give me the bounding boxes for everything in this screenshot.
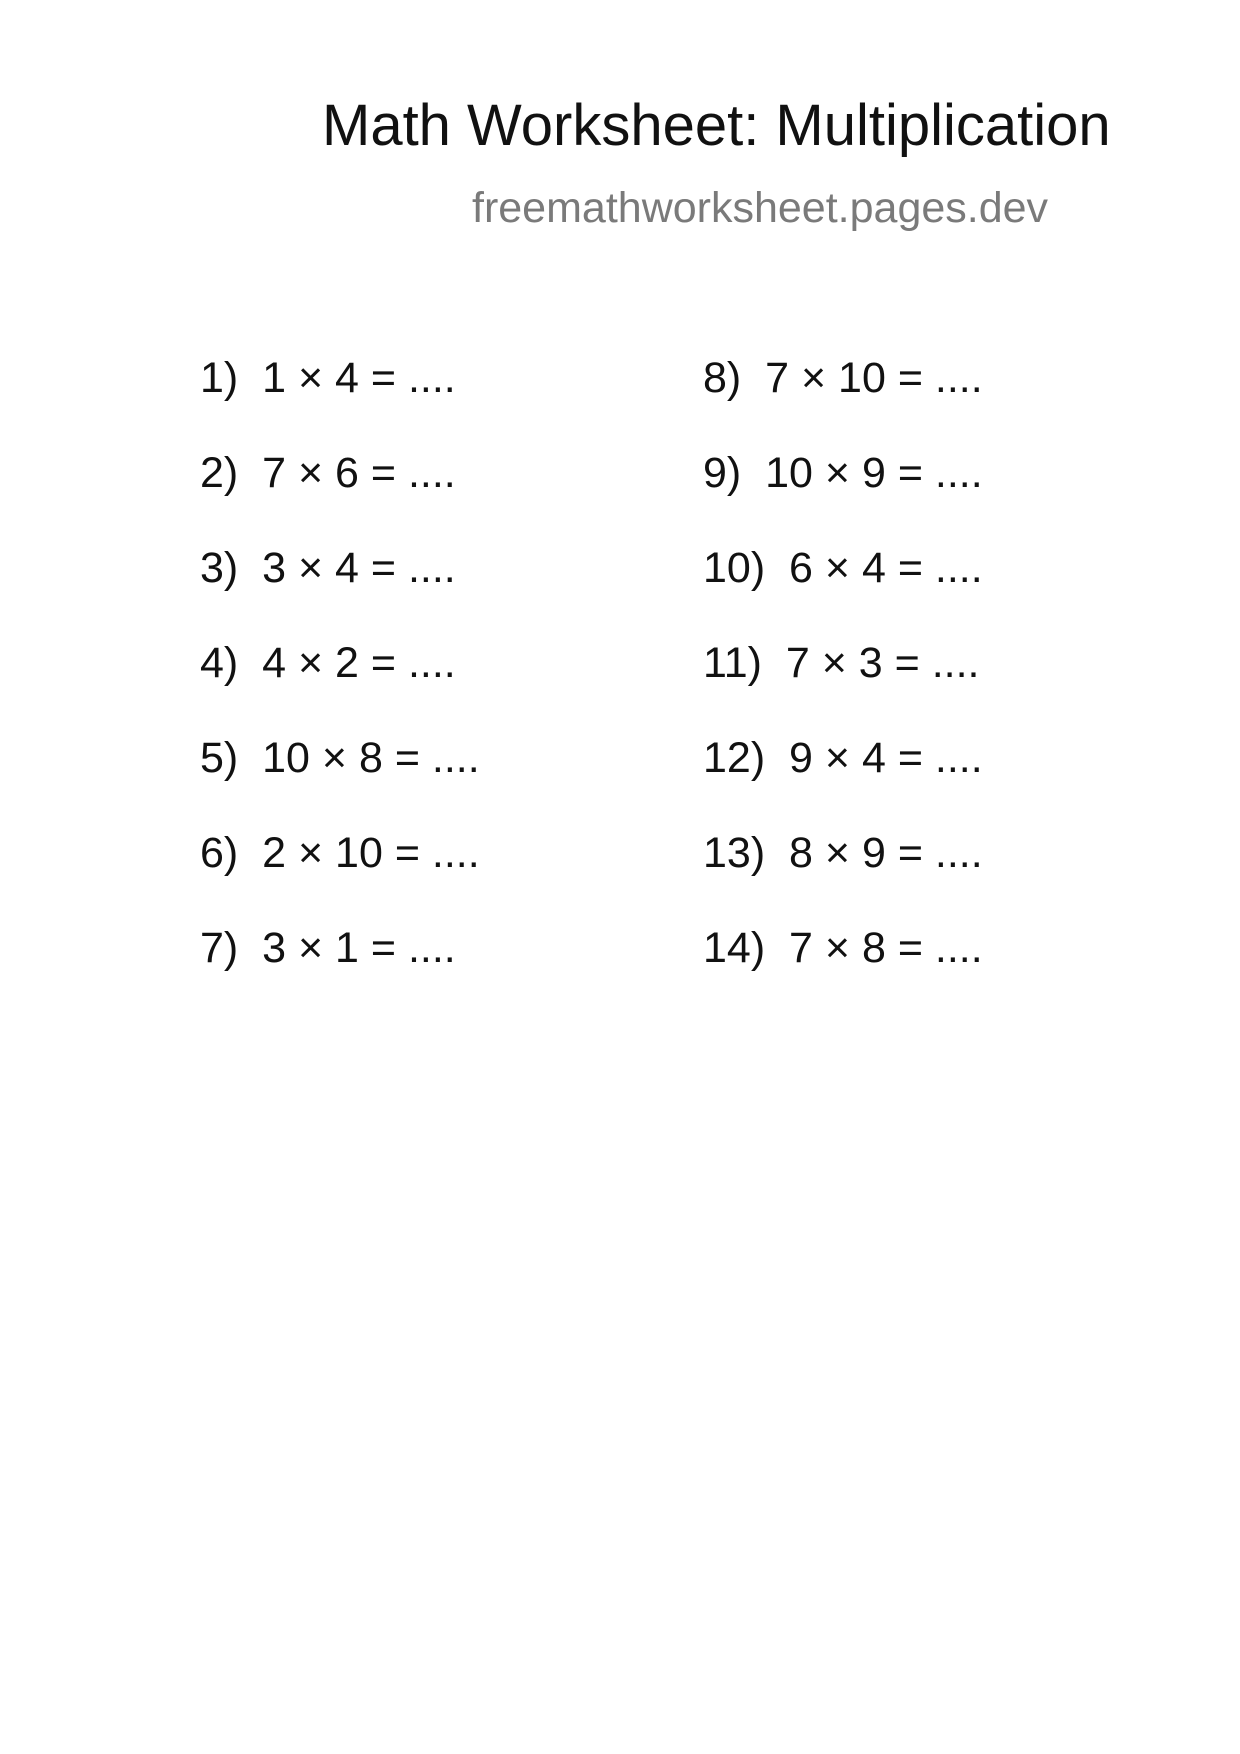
problem-14: 14) 7 × 8 = .... [703,924,983,972]
problem-column-left [200,354,480,1019]
problem-8: 8) 7 × 10 = .... [703,354,983,402]
page-title: Math Worksheet: Multiplication [322,93,1111,158]
problem-13: 13) 8 × 9 = .... [703,829,983,877]
problem-4: 4) 4 × 2 = .... [200,639,456,687]
problem-7: 7) 3 × 1 = .... [200,924,456,972]
problem-2: 2) 7 × 6 = .... [200,449,456,497]
problem-6: 6) 2 × 10 = .... [200,829,480,877]
problem-11: 11) 7 × 3 = .... [703,639,980,687]
problem-1: 1) 1 × 4 = .... [200,354,456,402]
problem-10: 10) 6 × 4 = .... [703,544,983,592]
site-url: freemathworksheet.pages.dev [472,184,1049,232]
problem-9: 9) 10 × 9 = .... [703,449,983,497]
problem-12: 12) 9 × 4 = .... [703,734,983,782]
problem-3: 3) 3 × 4 = .... [200,544,456,592]
problem-5: 5) 10 × 8 = .... [200,734,480,782]
problem-column-right [703,354,983,1019]
